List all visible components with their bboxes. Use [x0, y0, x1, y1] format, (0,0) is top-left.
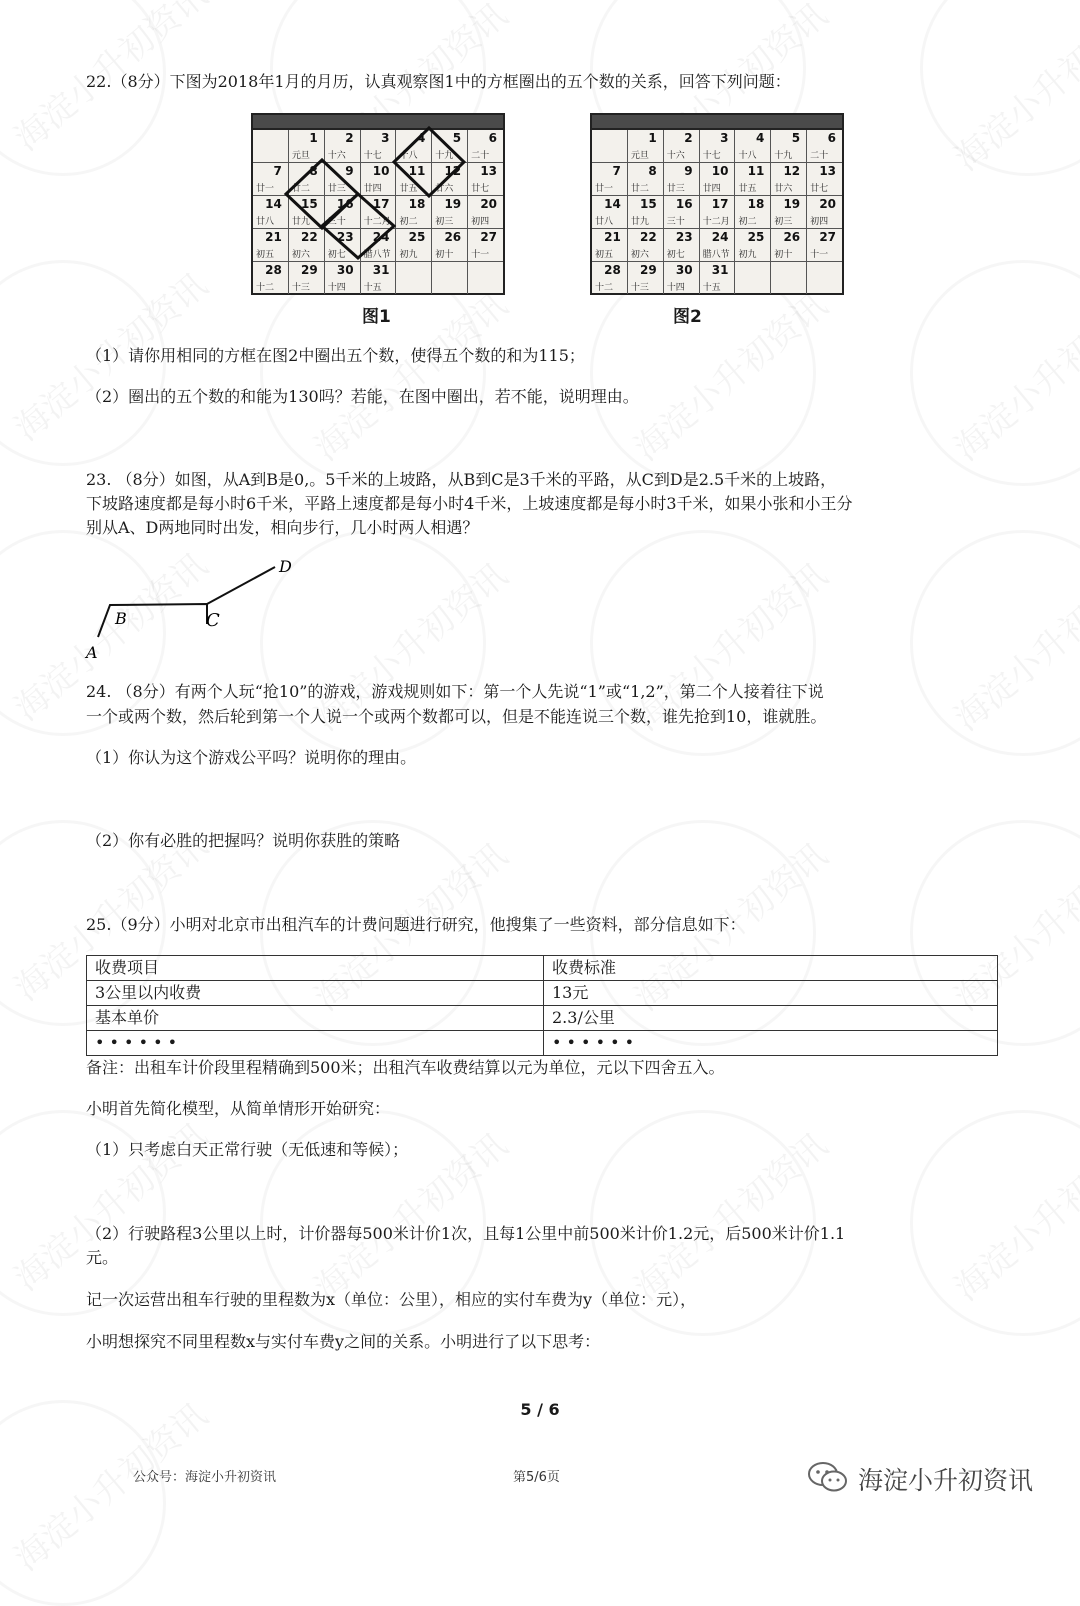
- table-cell: • • • • • •: [544, 1031, 998, 1056]
- watermark: [622, 1119, 836, 1310]
- calendar-lunar-label: 廿六: [435, 184, 454, 194]
- calendar-lunar-label: 廿八: [256, 217, 275, 227]
- calendar-day-cell: [771, 130, 807, 162]
- calendar-lunar-label: 十二: [595, 283, 614, 293]
- figure-1-label: 图1: [362, 307, 391, 327]
- calendar-day-cell: [771, 196, 807, 228]
- calendar-lunar-label: 廿四: [702, 184, 721, 194]
- calendar-lunar-label: 二十: [471, 151, 490, 161]
- q25-part2-line1: （2）行驶路程3公里以上时，计价器每500米计价1次，且每1公里中前500米计价1.2元，后500米计价1.1: [86, 1224, 846, 1243]
- calendar-lunar-label: 元旦: [291, 151, 310, 161]
- calendar-day-cell: [664, 262, 700, 294]
- table-row: [87, 956, 998, 981]
- q25-model: 小明首先简化模型，从简单情形开始研究：: [86, 1099, 391, 1118]
- calendar-day-number: 8: [309, 164, 318, 178]
- calendar-day-cell: [700, 163, 736, 195]
- watermark: [942, 1119, 1080, 1310]
- calendar-day-cell: [807, 163, 842, 195]
- calendar-lunar-label: 廿八: [595, 217, 614, 227]
- calendar-lunar-label: 廿六: [774, 184, 793, 194]
- q25-thinking: 小明想探究不同里程数x与实付车费y之间的关系。小明进行了以下思考：: [86, 1332, 601, 1351]
- calendar-lunar-label: 初三: [435, 217, 454, 227]
- calendar-day-number: 17: [372, 197, 390, 211]
- calendar-lunar-label: 三十: [327, 217, 346, 227]
- calendar-day-number: 30: [675, 263, 693, 277]
- calendar-day-number: 7: [273, 164, 282, 178]
- q22-part2: （2）圈出的五个数的和能为130吗？若能，在图中圈出，若不能，说明理由。: [86, 387, 639, 406]
- calendar-day-cell: [664, 163, 700, 195]
- q22-part1: （1）请你用相同的方框在图2中圈出五个数，使得五个数的和为115；: [86, 346, 585, 365]
- q25-definition: 记一次运营出租车行驶的里程数为x（单位：公里），相应的实付车费为y（单位：元），: [86, 1290, 697, 1309]
- route-diagram: [80, 552, 310, 664]
- calendar-day-number: 21: [265, 230, 282, 244]
- calendar-lunar-label: 廿五: [738, 184, 757, 194]
- calendar-day-cell: [628, 163, 664, 195]
- calendar-day-cell: [771, 262, 807, 294]
- calendar-day-number: 5: [791, 131, 801, 145]
- calendar-lunar-label: 廿七: [810, 184, 829, 194]
- calendar-day-number: 5: [452, 131, 462, 145]
- calendar-day-number: 2: [345, 131, 354, 145]
- calendar-day-number: 18: [408, 197, 426, 211]
- calendar-lunar-label: 十四: [327, 283, 346, 293]
- point-c-label: C: [206, 610, 220, 631]
- calendar-day-cell: [628, 229, 664, 261]
- watermark: [622, 279, 836, 470]
- calendar-lunar-label: 廿一: [595, 184, 614, 194]
- calendar-day-number: 8: [648, 164, 657, 178]
- taxi-fee-table: [86, 955, 998, 1056]
- calendar-lunar-label: 初七: [666, 250, 685, 260]
- calendar-day-cell: [700, 196, 736, 228]
- calendar-day-number: 22: [640, 230, 657, 244]
- calendar-lunar-label: 廿二: [630, 184, 649, 194]
- calendar-lunar-label: 初九: [738, 250, 757, 260]
- calendar-day-number: 7: [612, 164, 621, 178]
- calendar-day-number: 26: [783, 230, 801, 244]
- calendar-lunar-label: 二十: [810, 151, 829, 161]
- calendar-lunar-label: 初四: [810, 217, 829, 227]
- calendar-week-row: [592, 262, 842, 294]
- q24-part2: （2）你有必胜的把握吗？说明你获胜的策略: [86, 831, 401, 850]
- calendar-day-cell: [628, 262, 664, 294]
- q25-part2-line2: 元。: [86, 1248, 119, 1267]
- q25-part1: （1）只考虑白天正常行驶（无低速和等候）；: [86, 1140, 409, 1159]
- calendar-day-number: 1: [648, 131, 657, 145]
- calendar-day-number: 25: [408, 230, 426, 244]
- calendar-day-cell: [700, 262, 736, 294]
- calendar-day-cell: [735, 163, 771, 195]
- calendar-lunar-label: 初十: [435, 250, 454, 260]
- calendar-lunar-label: 廿九: [291, 217, 310, 227]
- q24-line2: 一个或两个数，然后轮到第一个人说一个或两个数都可以，但是不能连说三个数，谁先抢到10，谁就胜。: [86, 707, 827, 726]
- calendar-lunar-label: 十六: [666, 151, 685, 161]
- calendar-day-cell: [628, 196, 664, 228]
- calendar-lunar-label: 廿五: [399, 184, 418, 194]
- calendar-day-cell: [807, 196, 842, 228]
- calendar-day-number: 2: [684, 131, 693, 145]
- footer-account: 公众号：海淀小升初资讯: [133, 1470, 277, 1485]
- calendar-day-cell: [628, 130, 664, 162]
- calendar-lunar-label: 十二月: [363, 217, 391, 227]
- calendar-day-number: 3: [720, 131, 729, 145]
- calendar-day-cell: [735, 262, 771, 294]
- calendar-lunar-label: 廿四: [363, 184, 382, 194]
- calendar-day-cell: [700, 229, 736, 261]
- calendar-lunar-label: 廿三: [327, 184, 346, 194]
- calendar-day-number: 11: [747, 164, 765, 178]
- q24-part1: （1）你认为这个游戏公平吗？说明你的理由。: [86, 748, 417, 767]
- calendar-lunar-label: 十一: [471, 250, 490, 260]
- calendar-day-number: 30: [336, 263, 354, 277]
- calendar-lunar-label: 廿二: [291, 184, 310, 194]
- q23-line1: 23. （8分）如图，从A到B是0,。5千米的上坡路，从B到C是3千米的平路，从C到D是2.5千米的上坡路，: [86, 470, 837, 489]
- calendar-lunar-label: 初三: [774, 217, 793, 227]
- calendar-day-number: 9: [684, 164, 693, 178]
- calendar-lunar-label: 十七: [702, 151, 721, 161]
- calendar-day-number: 6: [827, 131, 837, 145]
- calendar-lunar-label: 廿一: [256, 184, 275, 194]
- calendar-day-number: 10: [372, 164, 390, 178]
- table-row: [87, 981, 998, 1006]
- q22-stem: 22.（8分）下图为2018年1月的月历，认真观察图1中的方框圈出的五个数的关系，回答下列问题：: [86, 72, 791, 91]
- calendar-day-cell: [807, 262, 842, 294]
- calendar-day-number: 24: [372, 230, 390, 244]
- calendar-day-number: 15: [301, 197, 318, 211]
- calendar-lunar-label: 廿七: [471, 184, 490, 194]
- calendar-lunar-label: 十六: [327, 151, 346, 161]
- calendar-week-row: [592, 196, 842, 229]
- watermark: [942, 0, 1080, 180]
- calendar-lunar-label: 初二: [399, 217, 418, 227]
- calendar-figure-2: [590, 113, 844, 295]
- calendar-week-row: [592, 163, 842, 196]
- calendar-lunar-label: 腊八节: [363, 250, 391, 260]
- calendar-day-number: 16: [675, 197, 693, 211]
- calendar-day-number: 22: [301, 230, 318, 244]
- calendar-day-cell: [735, 196, 771, 228]
- calendar-lunar-label: 十五: [363, 283, 382, 293]
- figure-2-label: 图2: [673, 307, 702, 327]
- point-a-label: A: [86, 643, 98, 662]
- calendar-lunar-label: 十七: [363, 151, 382, 161]
- calendar-day-number: 29: [301, 263, 318, 277]
- calendar-day-number: 25: [747, 230, 765, 244]
- calendar-lunar-label: 初十: [774, 250, 793, 260]
- calendar-lunar-label: 十四: [666, 283, 685, 293]
- table-row: [87, 1031, 998, 1056]
- calendar-day-number: 28: [604, 263, 621, 277]
- calendar-day-number: 23: [675, 230, 693, 244]
- calendar-day-number: 26: [444, 230, 462, 244]
- calendar-day-number: 4: [416, 131, 426, 145]
- calendar-day-number: 6: [488, 131, 498, 145]
- calendar-lunar-label: 十三: [291, 283, 310, 293]
- calendar-lunar-label: 十三: [630, 283, 649, 293]
- calendar-lunar-label: 十一: [810, 250, 829, 260]
- q23-line2: 下坡路速度都是每小时6千米，平路上速度都是每小时4千米，上坡速度都是每小时3千米，如果小张和小王分: [86, 494, 853, 513]
- calendar-lunar-label: 初五: [256, 250, 275, 260]
- calendar-day-number: 31: [372, 263, 390, 277]
- calendar-day-cell: [807, 130, 842, 162]
- calendar-lunar-label: 初四: [471, 217, 490, 227]
- calendar-lunar-label: 十五: [702, 283, 721, 293]
- table-cell: • • • • • •: [87, 1031, 544, 1056]
- point-b-label: B: [115, 609, 127, 628]
- q25-note: 备注：出租车计价段里程精确到500米；出租汽车收费结算以元为单位，元以下四舍五入。: [86, 1058, 725, 1077]
- calendar-day-number: 15: [640, 197, 657, 211]
- calendar-day-number: 14: [265, 197, 282, 211]
- q25-stem: 25.（9分）小明对北京市出租汽车的计费问题进行研究，他搜集了一些资料，部分信息如下：: [86, 915, 746, 934]
- calendar-day-number: 18: [747, 197, 765, 211]
- calendar-day-number: 19: [783, 197, 801, 211]
- calendar-day-number: 13: [480, 164, 498, 178]
- table-cell: 基本单价: [87, 1006, 544, 1031]
- calendar-day-number: 21: [604, 230, 621, 244]
- calendar-day-cell: [592, 163, 628, 195]
- calendar-day-cell: [664, 130, 700, 162]
- calendar-lunar-label: 十二: [256, 283, 275, 293]
- table-cell: 2.3/公里: [544, 1006, 998, 1031]
- calendar-day-number: 19: [444, 197, 462, 211]
- calendar-day-number: 16: [336, 197, 354, 211]
- calendar-day-number: 13: [819, 164, 837, 178]
- calendar-day-cell: [735, 229, 771, 261]
- footer-page: 第5/6页: [513, 1470, 560, 1485]
- calendar-lunar-label: 三十: [666, 217, 685, 227]
- calendar-day-number: 14: [604, 197, 621, 211]
- calendar-lunar-label: 初六: [630, 250, 649, 260]
- calendar-day-cell: [807, 229, 842, 261]
- calendar-day-cell: [592, 130, 628, 162]
- table-cell: 13元: [544, 981, 998, 1006]
- q24-line1: 24. （8分）有两个人玩“抢10”的游戏，游戏规则如下：第一个人先说“1”或“1,2”，第二个人接着往下说: [86, 682, 824, 701]
- calendar-day-cell: [664, 229, 700, 261]
- calendar-lunar-label: 元旦: [630, 151, 649, 161]
- watermark: [302, 279, 516, 470]
- calendar-day-number: 20: [480, 197, 498, 211]
- calendar-lunar-label: 十八: [738, 151, 757, 161]
- calendar-day-cell: [771, 229, 807, 261]
- calendar-day-cell: [700, 130, 736, 162]
- table-cell: 收费标准: [544, 956, 998, 981]
- page-number: 5 / 6: [520, 1400, 560, 1419]
- watermark: [942, 279, 1080, 470]
- calendar-day-number: 29: [640, 263, 657, 277]
- calendar-lunar-label: 初五: [595, 250, 614, 260]
- calendar-day-number: 10: [711, 164, 729, 178]
- calendar-day-number: 11: [408, 164, 426, 178]
- calendar-lunar-label: 初六: [291, 250, 310, 260]
- calendar-week-row: [592, 229, 842, 262]
- calendar-lunar-label: 廿三: [666, 184, 685, 194]
- calendar-day-number: 1: [309, 131, 318, 145]
- table-cell: 3公里以内收费: [87, 981, 544, 1006]
- point-d-label: D: [279, 557, 292, 576]
- calendar-day-number: 12: [783, 164, 801, 178]
- calendar-day-number: 4: [755, 131, 765, 145]
- calendar-day-number: 17: [711, 197, 729, 211]
- calendar-day-number: 20: [819, 197, 837, 211]
- q23-line3: 别从A、D两地同时出发，相向步行，几小时两人相遇？: [86, 518, 479, 537]
- brand-name: 海淀小升初资讯: [858, 1466, 1034, 1495]
- calendar-day-cell: [735, 130, 771, 162]
- calendar-lunar-label: 十八: [399, 151, 418, 161]
- calendar-day-number: 27: [819, 230, 837, 244]
- calendar-week-row: [592, 130, 842, 163]
- calendar-day-number: 28: [265, 263, 282, 277]
- calendar-lunar-label: 初七: [327, 250, 346, 260]
- watermark: [942, 549, 1080, 740]
- calendar-day-number: 12: [444, 164, 462, 178]
- calendar-day-number: 24: [711, 230, 729, 244]
- calendar-day-cell: [592, 196, 628, 228]
- calendar-lunar-label: 十九: [774, 151, 793, 161]
- calendar-lunar-label: 十九: [435, 151, 454, 161]
- table-cell: 收费项目: [87, 956, 544, 981]
- calendar-day-cell: [664, 196, 700, 228]
- calendar-day-cell: [592, 262, 628, 294]
- calendar-day-number: 31: [711, 263, 729, 277]
- calendar-day-number: 27: [480, 230, 498, 244]
- calendar-day-number: 3: [381, 131, 390, 145]
- calendar-lunar-label: 腊八节: [702, 250, 730, 260]
- calendar-lunar-label: 廿九: [630, 217, 649, 227]
- calendar-day-cell: [592, 229, 628, 261]
- calendar-day-number: 23: [336, 230, 354, 244]
- calendar-lunar-label: 初二: [738, 217, 757, 227]
- figure-1-diamond-markings: [251, 113, 501, 291]
- wechat-icon: [806, 1460, 850, 1494]
- calendar-day-cell: [771, 163, 807, 195]
- calendar-day-number: 9: [345, 164, 354, 178]
- table-row: [87, 1006, 998, 1031]
- calendar-lunar-label: 初九: [399, 250, 418, 260]
- calendar-lunar-label: 十二月: [702, 217, 730, 227]
